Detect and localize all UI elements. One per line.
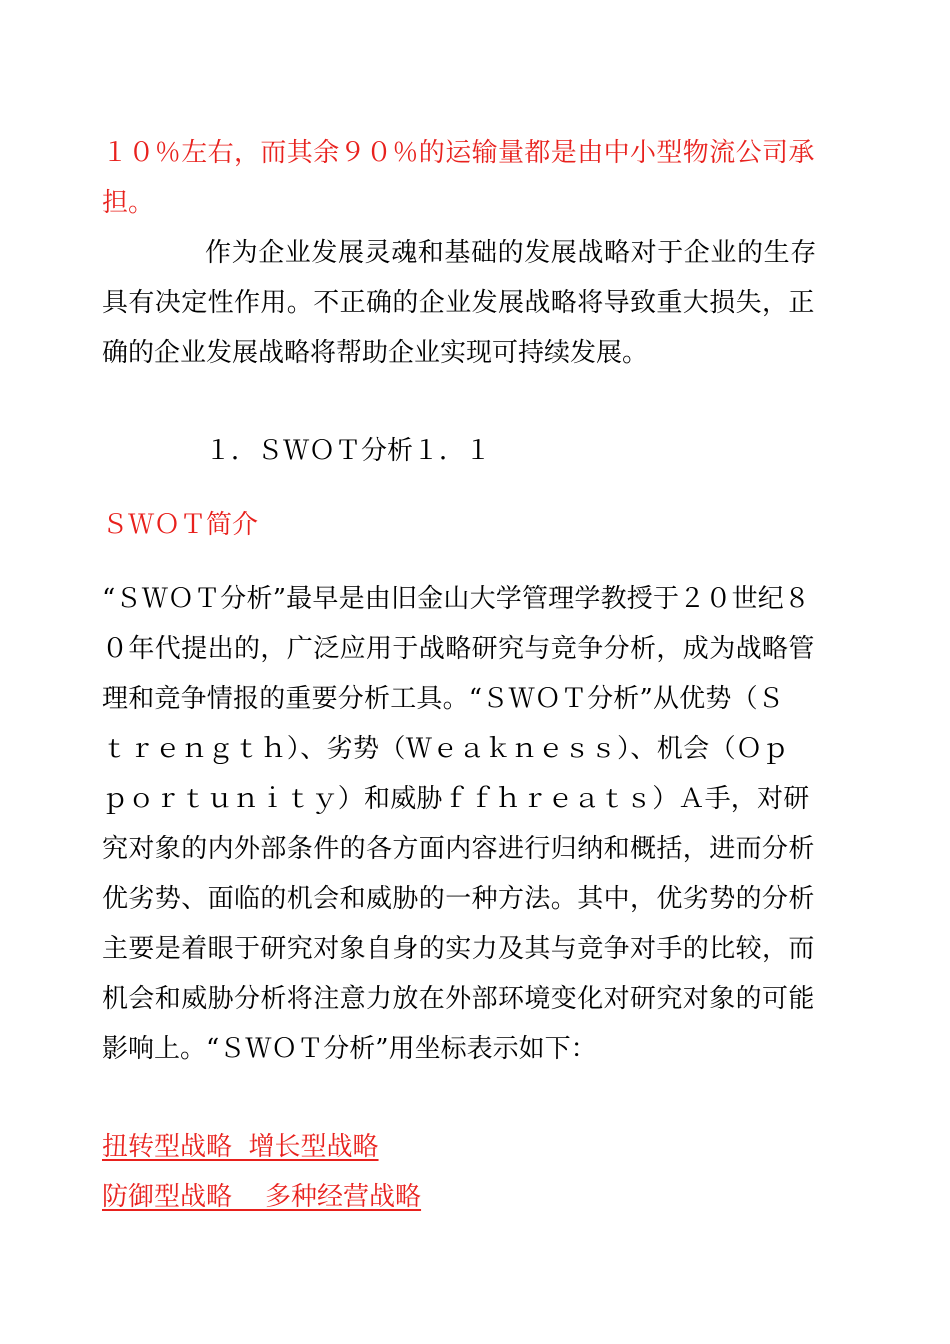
paragraph1-line-3: 确的企业发展战略将帮助企业实现可持续发展。	[102, 338, 649, 368]
paragraph2-line-1: “ＳＷＯＴ分析”最早是由旧金山大学管理学教授于２０世纪８	[102, 584, 811, 614]
paragraph1-line-1: 作为企业发展灵魂和基础的发展战略对于企业的生存	[205, 238, 817, 268]
paragraph2-line-7: 优劣势、面临的机会和威胁的一种方法。其中，优劣势的分析	[102, 884, 815, 914]
paragraph2-line-2: ０年代提出的，广泛应用于战略研究与竞争分析，成为战略管	[102, 634, 815, 664]
section-heading: １．ＳＷＯＴ分析１．１	[205, 436, 492, 466]
subsection-heading: ＳＷＯＴ简介	[102, 510, 259, 540]
paragraph2-line-5: ｐｏｒｔｕｎｉｔｙ）和威胁ｆｆｈｒｅａｔｓ）Ａ手，对研	[102, 784, 810, 814]
paragraph1-line-2: 具有决定性作用。不正确的企业发展战略将导致重大损失，正	[102, 288, 815, 318]
paragraph2-line-4: ｔｒｅｎｇｔｈ）、劣势（Ｗｅａｋｎｅｓｓ）、机会（Ｏｐ	[102, 734, 789, 764]
paragraph2-line-6: 究对象的内外部条件的各方面内容进行归纳和概括，进而分析	[102, 834, 815, 864]
strategy-line-2: 防御型战略 多种经营战略	[102, 1182, 422, 1212]
paragraph2-line-3: 理和竞争情报的重要分析工具。“ＳＷＯＴ分析”从优势（Ｓ	[102, 684, 784, 714]
paragraph2-line-8: 主要是着眼于研究对象自身的实力及其与竞争对手的比较，而	[102, 934, 815, 964]
strategy-line-1: 扭转型战略 增长型战略	[102, 1132, 379, 1162]
paragraph2-line-9: 机会和威胁分析将注意力放在外部环境变化对研究对象的可能	[102, 984, 815, 1014]
intro-line-1: １０％左右，而其余９０％的运输量都是由中小型物流公司承	[102, 138, 815, 168]
intro-line-2: 担。	[102, 188, 155, 218]
paragraph2-line-10: 影响上。“ＳＷＯＴ分析”用坐标表示如下：	[102, 1034, 597, 1064]
